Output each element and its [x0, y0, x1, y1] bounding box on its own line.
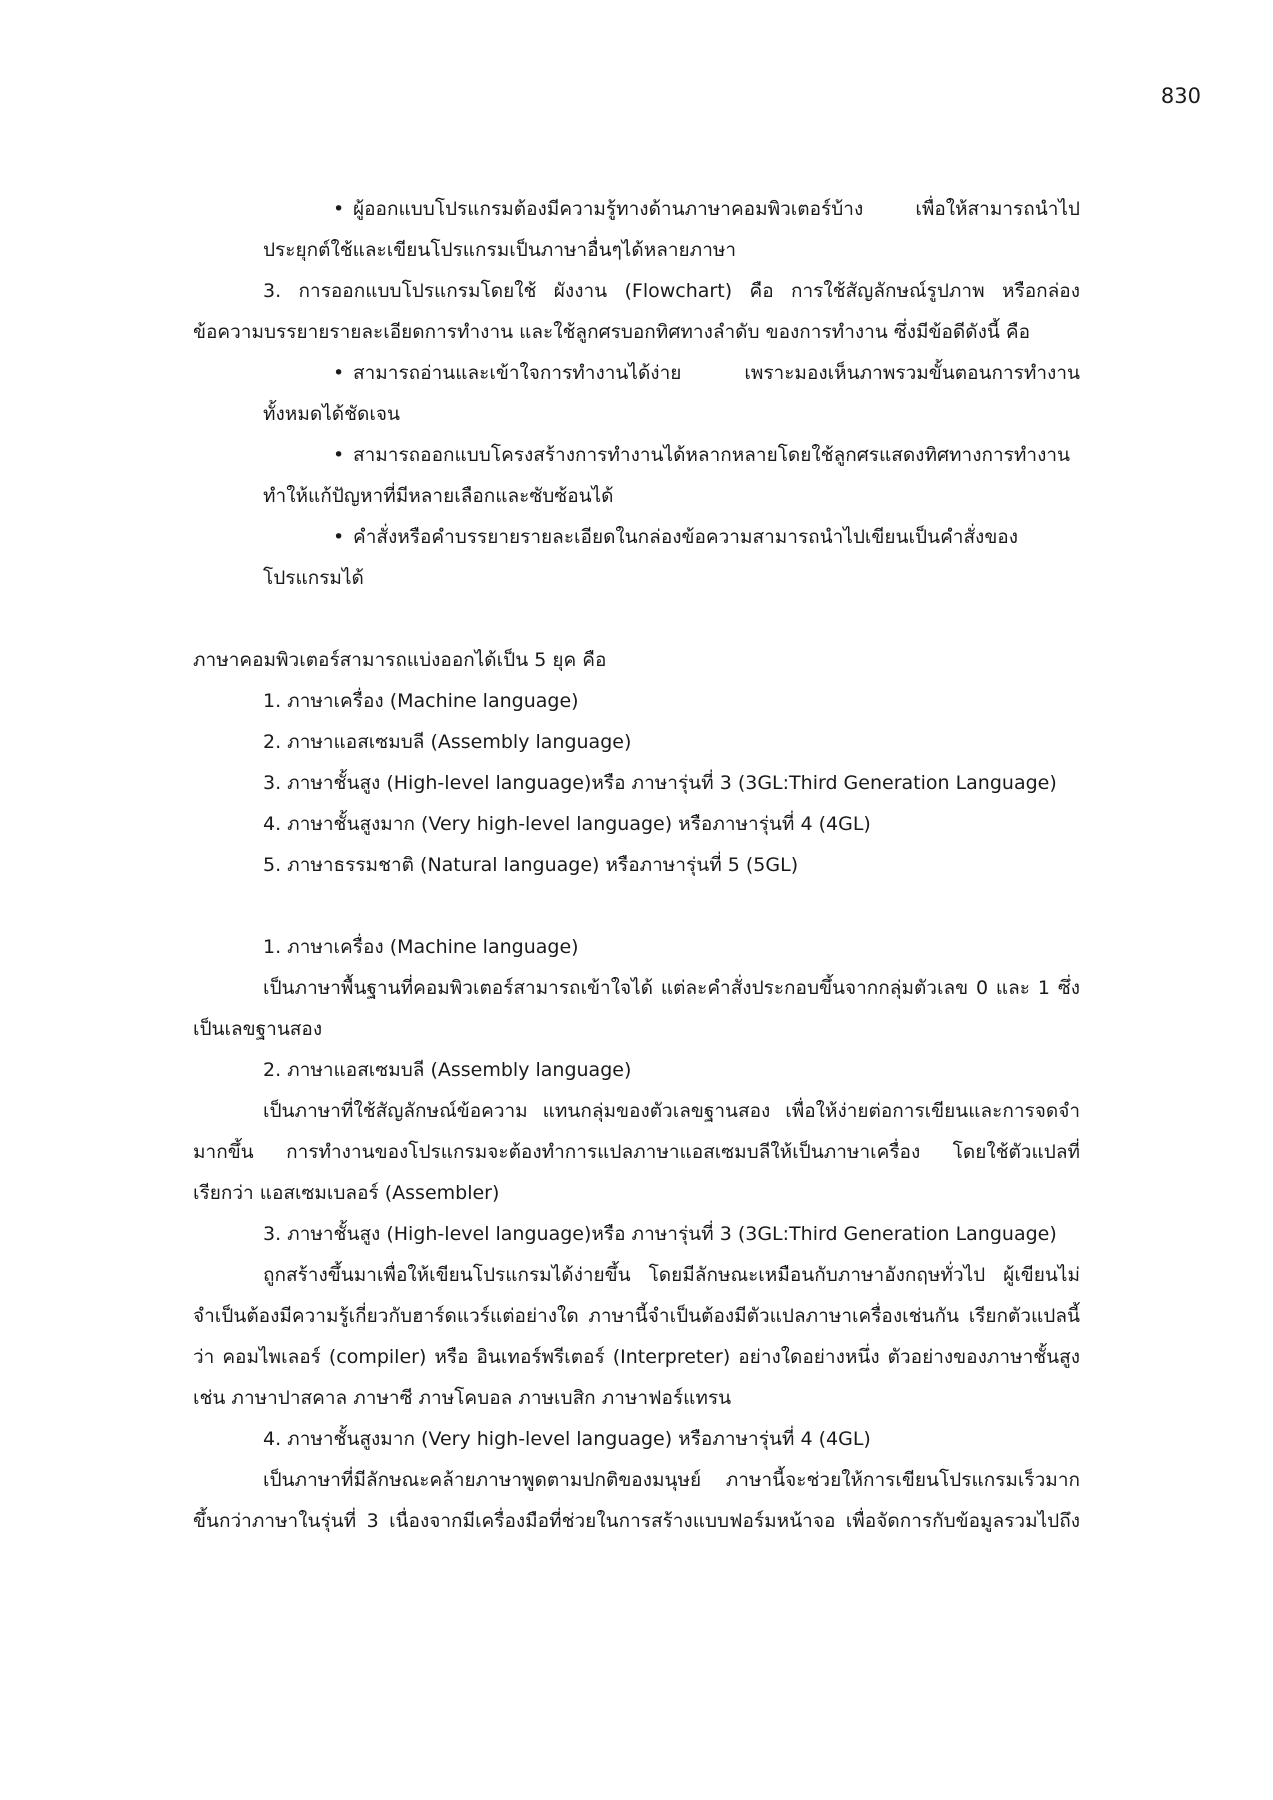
list-item: 2. ภาษาแอสเซมบลี (Assembly language): [263, 731, 632, 753]
bullet-dot: •: [333, 526, 345, 548]
bullet-item: [333, 517, 1080, 558]
bullet-continuation: ทำให้แก้ปัญหาที่มีหลายเลือกและซับซ้อนได้: [263, 485, 614, 507]
bullet-text: สามารถอ่านและเข้าใจการทำงานได้ง่าย เพราะมองเห็นภาพรวมขั้นตอนการทำงาน: [353, 362, 1080, 384]
paragraph-line: เป็นภาษาที่มีลักษณะคล้ายภาษาพูดตามปกติของมนุษย์ ภาษานี้จะช่วยให้การเขียนโปรแกรมเร็วมาก: [263, 1469, 1080, 1491]
section-heading: 2. ภาษาแอสเซมบลี (Assembly language): [263, 1059, 632, 1081]
paragraph-line: เรียกว่า แอสเซมเบลอร์ (Assembler): [193, 1182, 500, 1204]
bullet-item: [333, 435, 1080, 476]
paragraph-line: 3. การออกแบบโปรแกรมโดยใช้ ผังงาน (Flowchart) คือ การใช้สัญลักษณ์รูปภาพ หรือกล่อง: [263, 280, 1080, 302]
bullet-continuation: ประยุกต์ใช้และเขียนโปรแกรมเป็นภาษาอื่นๆได้หลายภาษา: [263, 239, 737, 261]
list-item: 1. ภาษาเครื่อง (Machine language): [263, 690, 579, 712]
section-heading: 1. ภาษาเครื่อง (Machine language): [263, 936, 579, 958]
section-heading: 3. ภาษาชั้นสูง (High-level language)หรือ ภาษารุ่นที่ 3 (3GL:Third Generation Language): [263, 1223, 1057, 1245]
paragraph-line: ว่า คอมไพเลอร์ (compiler) หรือ อินเทอร์พรีเตอร์ (Interpreter) อย่างใดอย่างหนึ่ง ตัวอย่างของภาษาชั้นสูง: [193, 1346, 1080, 1368]
paragraph-line: ขึ้นกว่าภาษาในรุ่นที่ 3 เนื่องจากมีเครื่องมือที่ช่วยในการสร้างแบบฟอร์มหน้าจอ เพื่อจัดการกับข้อมูลรวมไปถึง: [193, 1510, 1080, 1532]
bullet-dot: •: [333, 362, 345, 384]
list-item: 3. ภาษาชั้นสูง (High-level language)หรือ ภาษารุ่นที่ 3 (3GL:Third Generation Language): [263, 772, 1057, 794]
bullet-item: [333, 353, 1080, 394]
bullet-text: คำสั่งหรือคำบรรยายรายละเอียดในกล่องข้อความสามารถนำไปเขียนเป็นคำสั่งของ: [353, 526, 1018, 548]
list-item: 4. ภาษาชั้นสูงมาก (Very high-level language) หรือภาษารุ่นที่ 4 (4GL): [263, 813, 871, 835]
paragraph-line: ข้อความบรรยายรายละเอียดการทำงาน และใช้ลูกศรบอกทิศทางลำดับ ของการทำงาน ซึ่งมีข้อดีดังนี้ คือ: [193, 321, 1031, 343]
paragraph-line: เป็นภาษาพื้นฐานที่คอมพิวเตอร์สามารถเข้าใจได้ แต่ละคำสั่งประกอบขึ้นจากกลุ่มตัวเลข 0 และ 1 ซึ่ง: [263, 977, 1080, 999]
section-intro: ภาษาคอมพิวเตอร์สามารถแบ่งออกได้เป็น 5 ยุค คือ: [193, 649, 607, 671]
bullet-continuation: ทั้งหมดได้ชัดเจน: [263, 403, 400, 425]
paragraph-line: เช่น ภาษาปาสคาล ภาษาซี ภาษโคบอล ภาษเบสิก ภาษาฟอร์แทรน: [193, 1387, 732, 1409]
list-item: 5. ภาษาธรรมชาติ (Natural language) หรือภาษารุ่นที่ 5 (5GL): [263, 854, 799, 876]
bullet-continuation: โปรแกรมได้: [263, 567, 364, 589]
paragraph-line: มากขึ้น การทำงานของโปรแกรมจะต้องทำการแปลภาษาแอสเซมบลีให้เป็นภาษาเครื่อง โดยใช้ตัวแปลที่: [193, 1141, 1080, 1163]
paragraph-line: ถูกสร้างขึ้นมาเพื่อให้เขียนโปรแกรมได้ง่ายขึ้น โดยมีลักษณะเหมือนกับภาษาอังกฤษทั่วไป ผู้เขียนไม่: [263, 1264, 1080, 1286]
bullet-item: [333, 189, 1080, 230]
page-number: 830: [1160, 84, 1201, 108]
section-heading: 4. ภาษาชั้นสูงมาก (Very high-level language) หรือภาษารุ่นที่ 4 (4GL): [263, 1428, 871, 1450]
bullet-dot: •: [333, 444, 345, 466]
bullet-text: สามารถออกแบบโครงสร้างการทำงานได้หลากหลายโดยใช้ลูกศรแสดงทิศทางการทำงาน: [353, 444, 1070, 466]
paragraph-line: จำเป็นต้องมีความรู้เกี่ยวกับฮาร์ดแวร์แต่อย่างใด ภาษานี้จำเป็นต้องมีตัวแปลภาษาเครื่องเช่นกัน เรียกตัวแปลนี้: [193, 1305, 1080, 1327]
paragraph-line: เป็นเลขฐานสอง: [193, 1018, 323, 1040]
bullet-text: ผู้ออกแบบโปรแกรมต้องมีความรู้ทางด้านภาษาคอมพิวเตอร์บ้าง เพื่อให้สามารถนำไป: [353, 198, 1080, 220]
bullet-dot: •: [333, 198, 345, 220]
paragraph-line: เป็นภาษาที่ใช้สัญลักษณ์ข้อความ แทนกลุ่มของตัวเลขฐานสอง เพื่อให้ง่ายต่อการเขียนและการจดจำ: [263, 1100, 1080, 1122]
